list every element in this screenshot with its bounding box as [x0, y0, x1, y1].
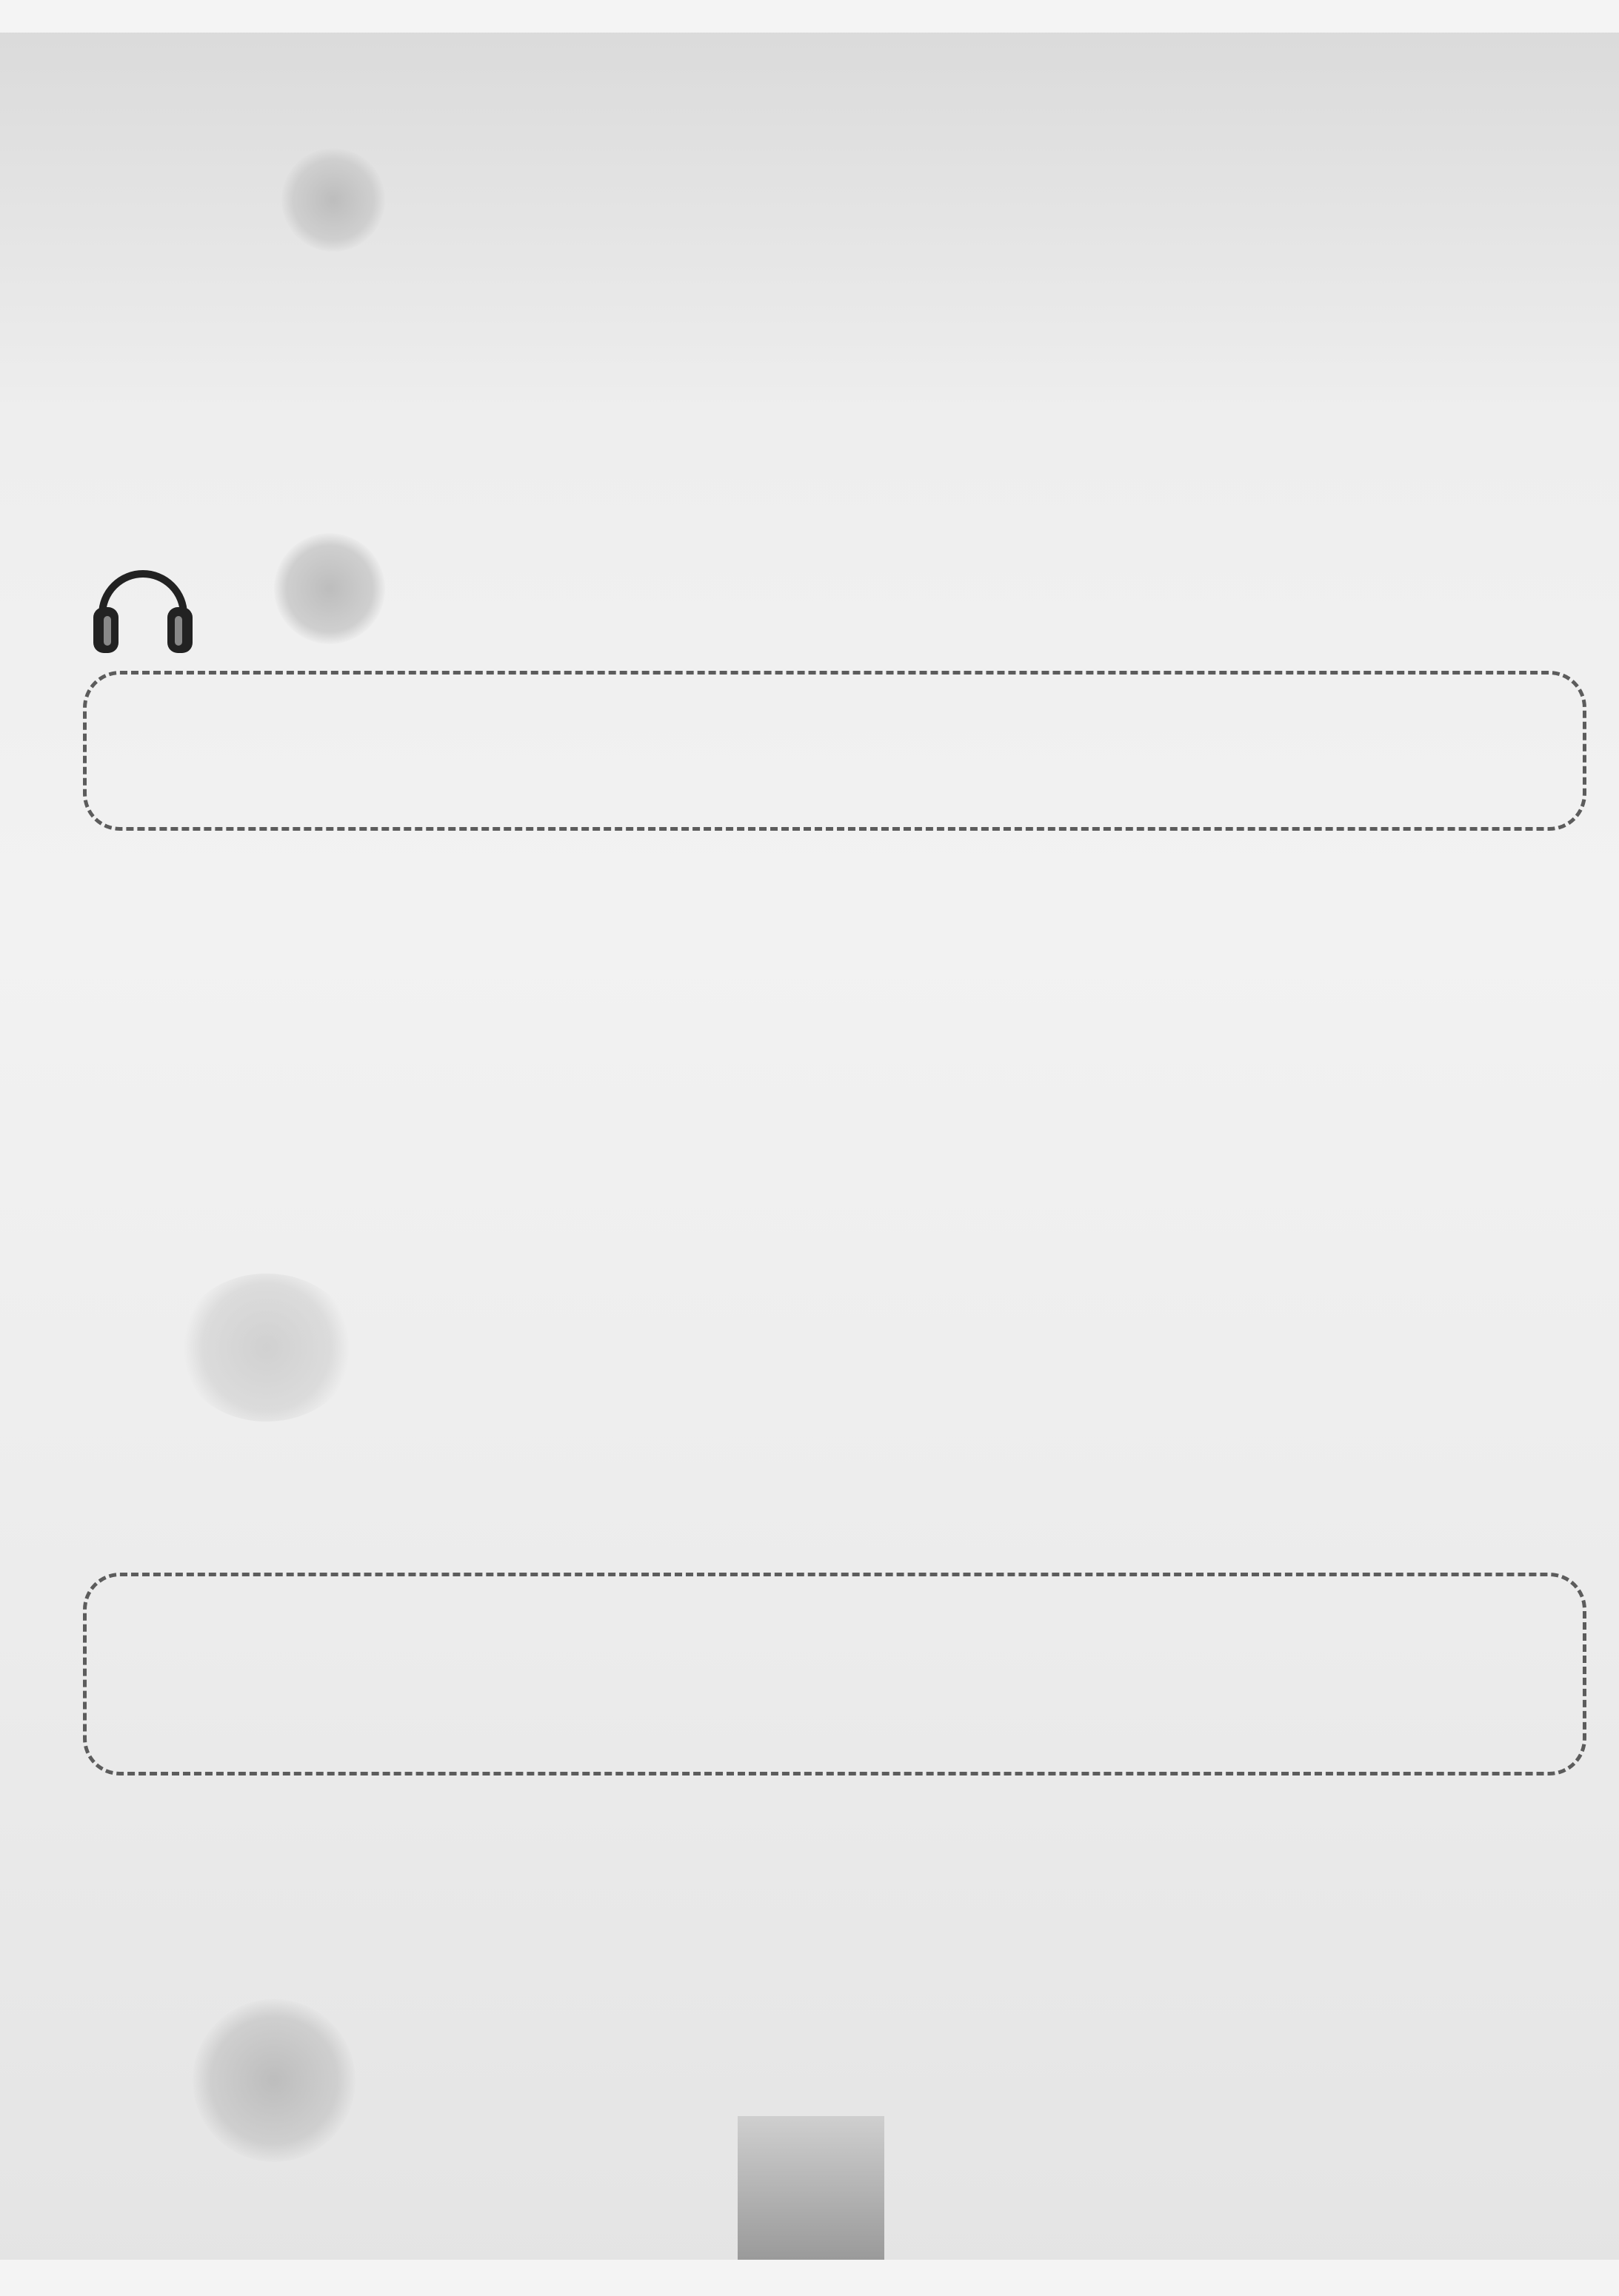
page-number-tab — [738, 2116, 884, 2260]
ink-blot — [281, 148, 385, 252]
search-banner[interactable] — [0, 0, 1619, 33]
muster-box — [83, 671, 1586, 831]
footer-links[interactable] — [0, 2260, 1619, 2296]
ink-blot — [274, 533, 385, 644]
muster-box — [83, 1573, 1586, 1775]
headphones-icon — [87, 548, 198, 659]
ink-blot — [178, 1273, 355, 1422]
ink-blot — [193, 1999, 355, 2162]
